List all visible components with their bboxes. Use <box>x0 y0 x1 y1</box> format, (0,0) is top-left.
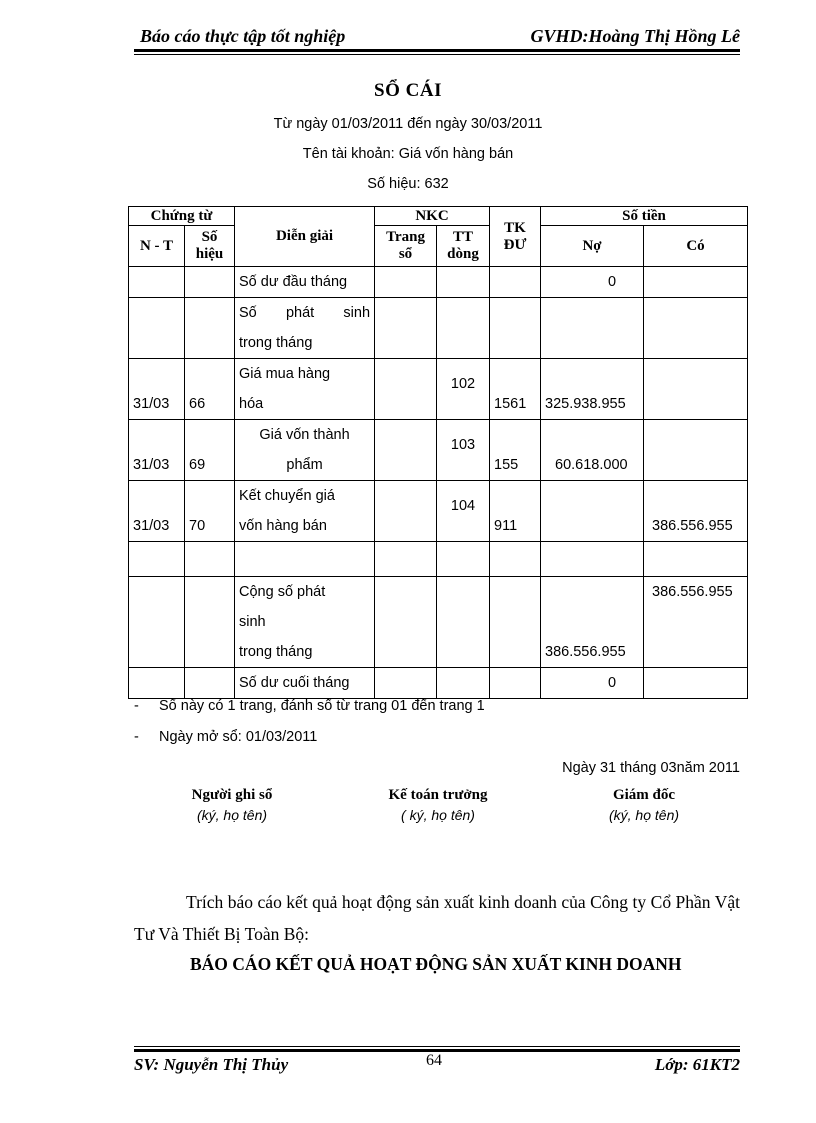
cell-so-hieu: 69 <box>185 420 235 481</box>
cell-nt <box>129 668 185 699</box>
cell-co <box>644 359 748 420</box>
cell-tk <box>490 577 541 668</box>
header-tt-dong: TT dòng <box>437 226 490 267</box>
cell-nt: 31/03 <box>129 481 185 542</box>
table-row <box>129 577 748 668</box>
cell-tt <box>437 267 490 298</box>
signature-recorder: Người ghi sổ (ký, họ tên) <box>191 787 273 823</box>
footer-class: Lớp: 61KT2 <box>654 1055 740 1074</box>
cell-tt: 103 <box>437 420 490 481</box>
footer-student: SV: Nguyễn Thị Thủy <box>134 1055 289 1074</box>
cell-trang <box>375 481 437 542</box>
cell-trang <box>375 420 437 481</box>
table-row <box>129 668 748 699</box>
cell-so-hieu: 66 <box>185 359 235 420</box>
ledger-table <box>128 206 748 699</box>
page-title: SỔ CÁI <box>374 80 442 101</box>
cell-tt <box>437 577 490 668</box>
header-nt: N - T <box>129 226 185 267</box>
cell-dien-giai: Giá mua hàng hóa <box>235 359 375 420</box>
cell-dien-giai: Số dư đầu tháng <box>235 267 375 298</box>
table-row <box>129 542 748 577</box>
table-row <box>129 481 748 542</box>
cell-no: 0 <box>541 267 644 298</box>
footer-rule-thin <box>134 1046 740 1047</box>
cell-trang <box>375 668 437 699</box>
cell-so-hieu <box>185 668 235 699</box>
signature-director: Giám đốc (ký, họ tên) <box>608 787 680 823</box>
cell-tk <box>490 298 541 359</box>
cell-dien-giai: Cộng số phát sinh trong tháng <box>235 577 375 668</box>
header-so-tien: Số tiền <box>541 207 748 226</box>
cell-co <box>644 298 748 359</box>
cell-trang <box>375 298 437 359</box>
table-row <box>129 298 748 359</box>
cell-nt: 31/03 <box>129 359 185 420</box>
header-co: Có <box>644 226 748 267</box>
cell-no: 0 <box>541 668 644 699</box>
note-line: - Sổ này có 1 trang, đánh số từ trang 01 đến trang 1 <box>134 698 485 714</box>
table-row <box>129 420 748 481</box>
header-tk-du: TK ĐƯ <box>490 207 541 267</box>
cell-tt: 102 <box>437 359 490 420</box>
cell-co <box>644 267 748 298</box>
cell-no <box>541 298 644 359</box>
cell-dien-giai: Giá vốn thành phẩm <box>235 420 375 481</box>
header-nkc: NKC <box>375 207 490 226</box>
cell-trang <box>375 577 437 668</box>
header-rule-thin <box>134 54 740 55</box>
header-chung-tu: Chứng từ <box>129 207 235 226</box>
cell-nt <box>129 298 185 359</box>
cell-no <box>541 481 644 542</box>
cell-tk: 911 <box>490 481 541 542</box>
cell-no: 60.618.000 <box>541 420 644 481</box>
signature-chief-accountant: Kế toán trưởng ( ký, họ tên) <box>388 787 488 823</box>
cell-tk <box>490 668 541 699</box>
cell-tt: 104 <box>437 481 490 542</box>
cell-co <box>644 420 748 481</box>
header-left: Báo cáo thực tập tốt nghiệp <box>140 26 346 46</box>
header-rule <box>134 49 740 52</box>
cell-trang <box>375 359 437 420</box>
header-trang-so: Trang sổ <box>375 226 437 267</box>
page-footer <box>134 1052 740 1078</box>
header-right: GVHD:Hoàng Thị Hồng Lê <box>530 26 740 46</box>
page-number: 64 <box>426 1052 442 1069</box>
cell-dien-giai: Kết chuyển giá vốn hàng bán <box>235 481 375 542</box>
table-row <box>129 267 748 298</box>
cell-co: 386.556.955 <box>644 577 748 668</box>
cell-dien-giai: Số dư cuối tháng <box>235 668 375 699</box>
cell-so-hieu <box>185 577 235 668</box>
cell-co <box>644 668 748 699</box>
date-line: Ngày 31 tháng 03năm 2011 <box>562 760 740 776</box>
cell-tt <box>437 668 490 699</box>
header-dien-giai: Diễn giải <box>235 207 375 267</box>
body-paragraph: Trích báo cáo kết quả hoạt động sản xuất kinh doanh của Công ty Cổ Phần Vật Tư Và Thiết Bị Toàn Bộ: <box>134 892 740 944</box>
cell-nt <box>129 267 185 298</box>
account-number: Số hiệu: 632 <box>367 176 449 192</box>
table-row <box>129 359 748 420</box>
cell-trang <box>375 267 437 298</box>
account-name: Tên tài khoản: Giá vốn hàng bán <box>302 146 514 162</box>
cell-so-hieu: 70 <box>185 481 235 542</box>
cell-dien-giai: Số phát sinh trong tháng <box>235 298 375 359</box>
cell-co: 386.556.955 <box>644 481 748 542</box>
cell-tk: 155 <box>490 420 541 481</box>
report-title: BÁO CÁO KẾT QUẢ HOẠT ĐỘNG SẢN XUẤT KINH DOANH <box>190 954 682 974</box>
cell-so-hieu <box>185 298 235 359</box>
header-no: Nợ <box>541 226 644 267</box>
cell-no: 386.556.955 <box>541 577 644 668</box>
page-header <box>134 26 740 48</box>
cell-nt: 31/03 <box>129 420 185 481</box>
cell-so-hieu <box>185 267 235 298</box>
note-line: - Ngày mở sổ: 01/03/2011 <box>134 729 318 745</box>
cell-no: 325.938.955 <box>541 359 644 420</box>
cell-tk: 1561 <box>490 359 541 420</box>
cell-nt <box>129 577 185 668</box>
header-so-hieu: Số hiệu <box>185 226 235 267</box>
cell-tt <box>437 298 490 359</box>
period-line: Từ ngày 01/03/2011 đến ngày 30/03/2011 <box>273 116 543 132</box>
cell-tk <box>490 267 541 298</box>
